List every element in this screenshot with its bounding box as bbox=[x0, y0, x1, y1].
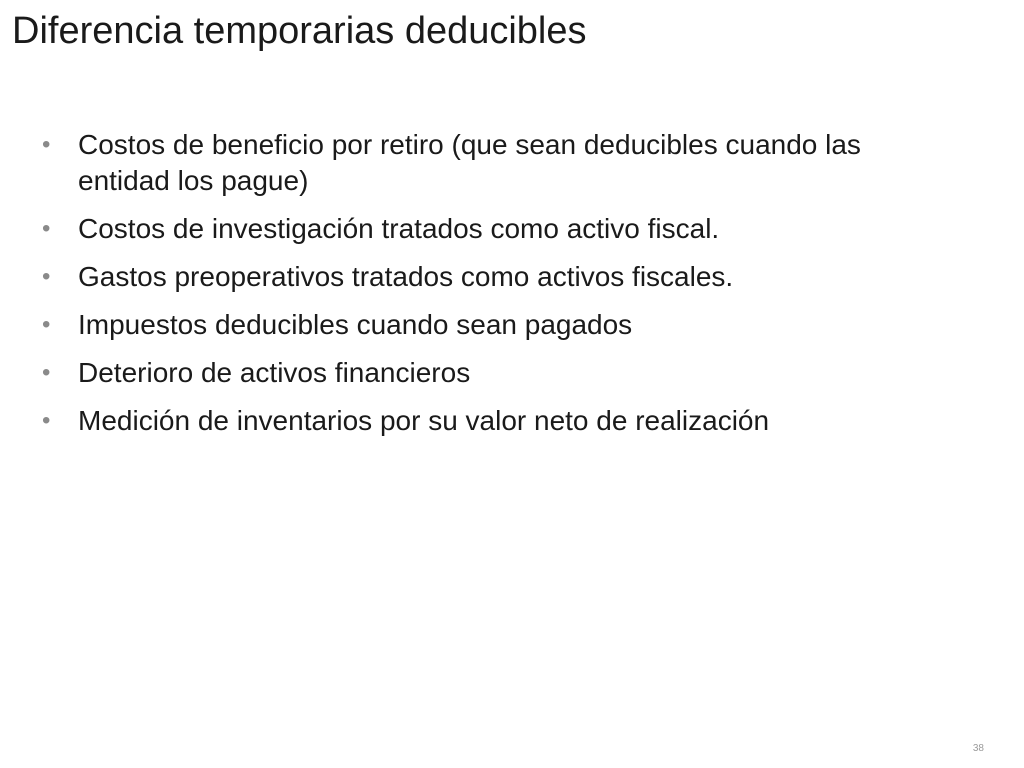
bullet-item bbox=[42, 355, 882, 391]
bullet-marker: • bbox=[42, 131, 51, 158]
bullet-item bbox=[42, 211, 882, 247]
slide-title: Diferencia temporarias deducibles bbox=[12, 10, 587, 52]
bullet-list bbox=[42, 127, 882, 451]
page-number: 38 bbox=[972, 743, 984, 754]
bullet-text: Costos de beneficio por retiro (que sean deducibles cuando las entidad los pague) bbox=[78, 129, 861, 196]
bullet-item bbox=[42, 259, 882, 295]
bullet-text: Costos de investigación tratados como activo fiscal. bbox=[78, 213, 720, 244]
bullet-marker: • bbox=[42, 407, 51, 434]
bullet-marker: • bbox=[42, 215, 51, 242]
bullet-marker: • bbox=[42, 263, 51, 290]
bullet-text: Impuestos deducibles cuando sean pagados bbox=[78, 309, 633, 340]
bullet-marker: • bbox=[42, 359, 51, 386]
bullet-text: Gastos preoperativos tratados como activos fiscales. bbox=[78, 261, 734, 292]
bullet-marker: • bbox=[42, 311, 51, 338]
bullet-item bbox=[42, 307, 882, 343]
bullet-text: Deterioro de activos financieros bbox=[78, 357, 471, 388]
bullet-item bbox=[42, 127, 882, 199]
bullet-text: Medición de inventarios por su valor neto de realización bbox=[78, 405, 770, 436]
bullet-item bbox=[42, 403, 882, 439]
